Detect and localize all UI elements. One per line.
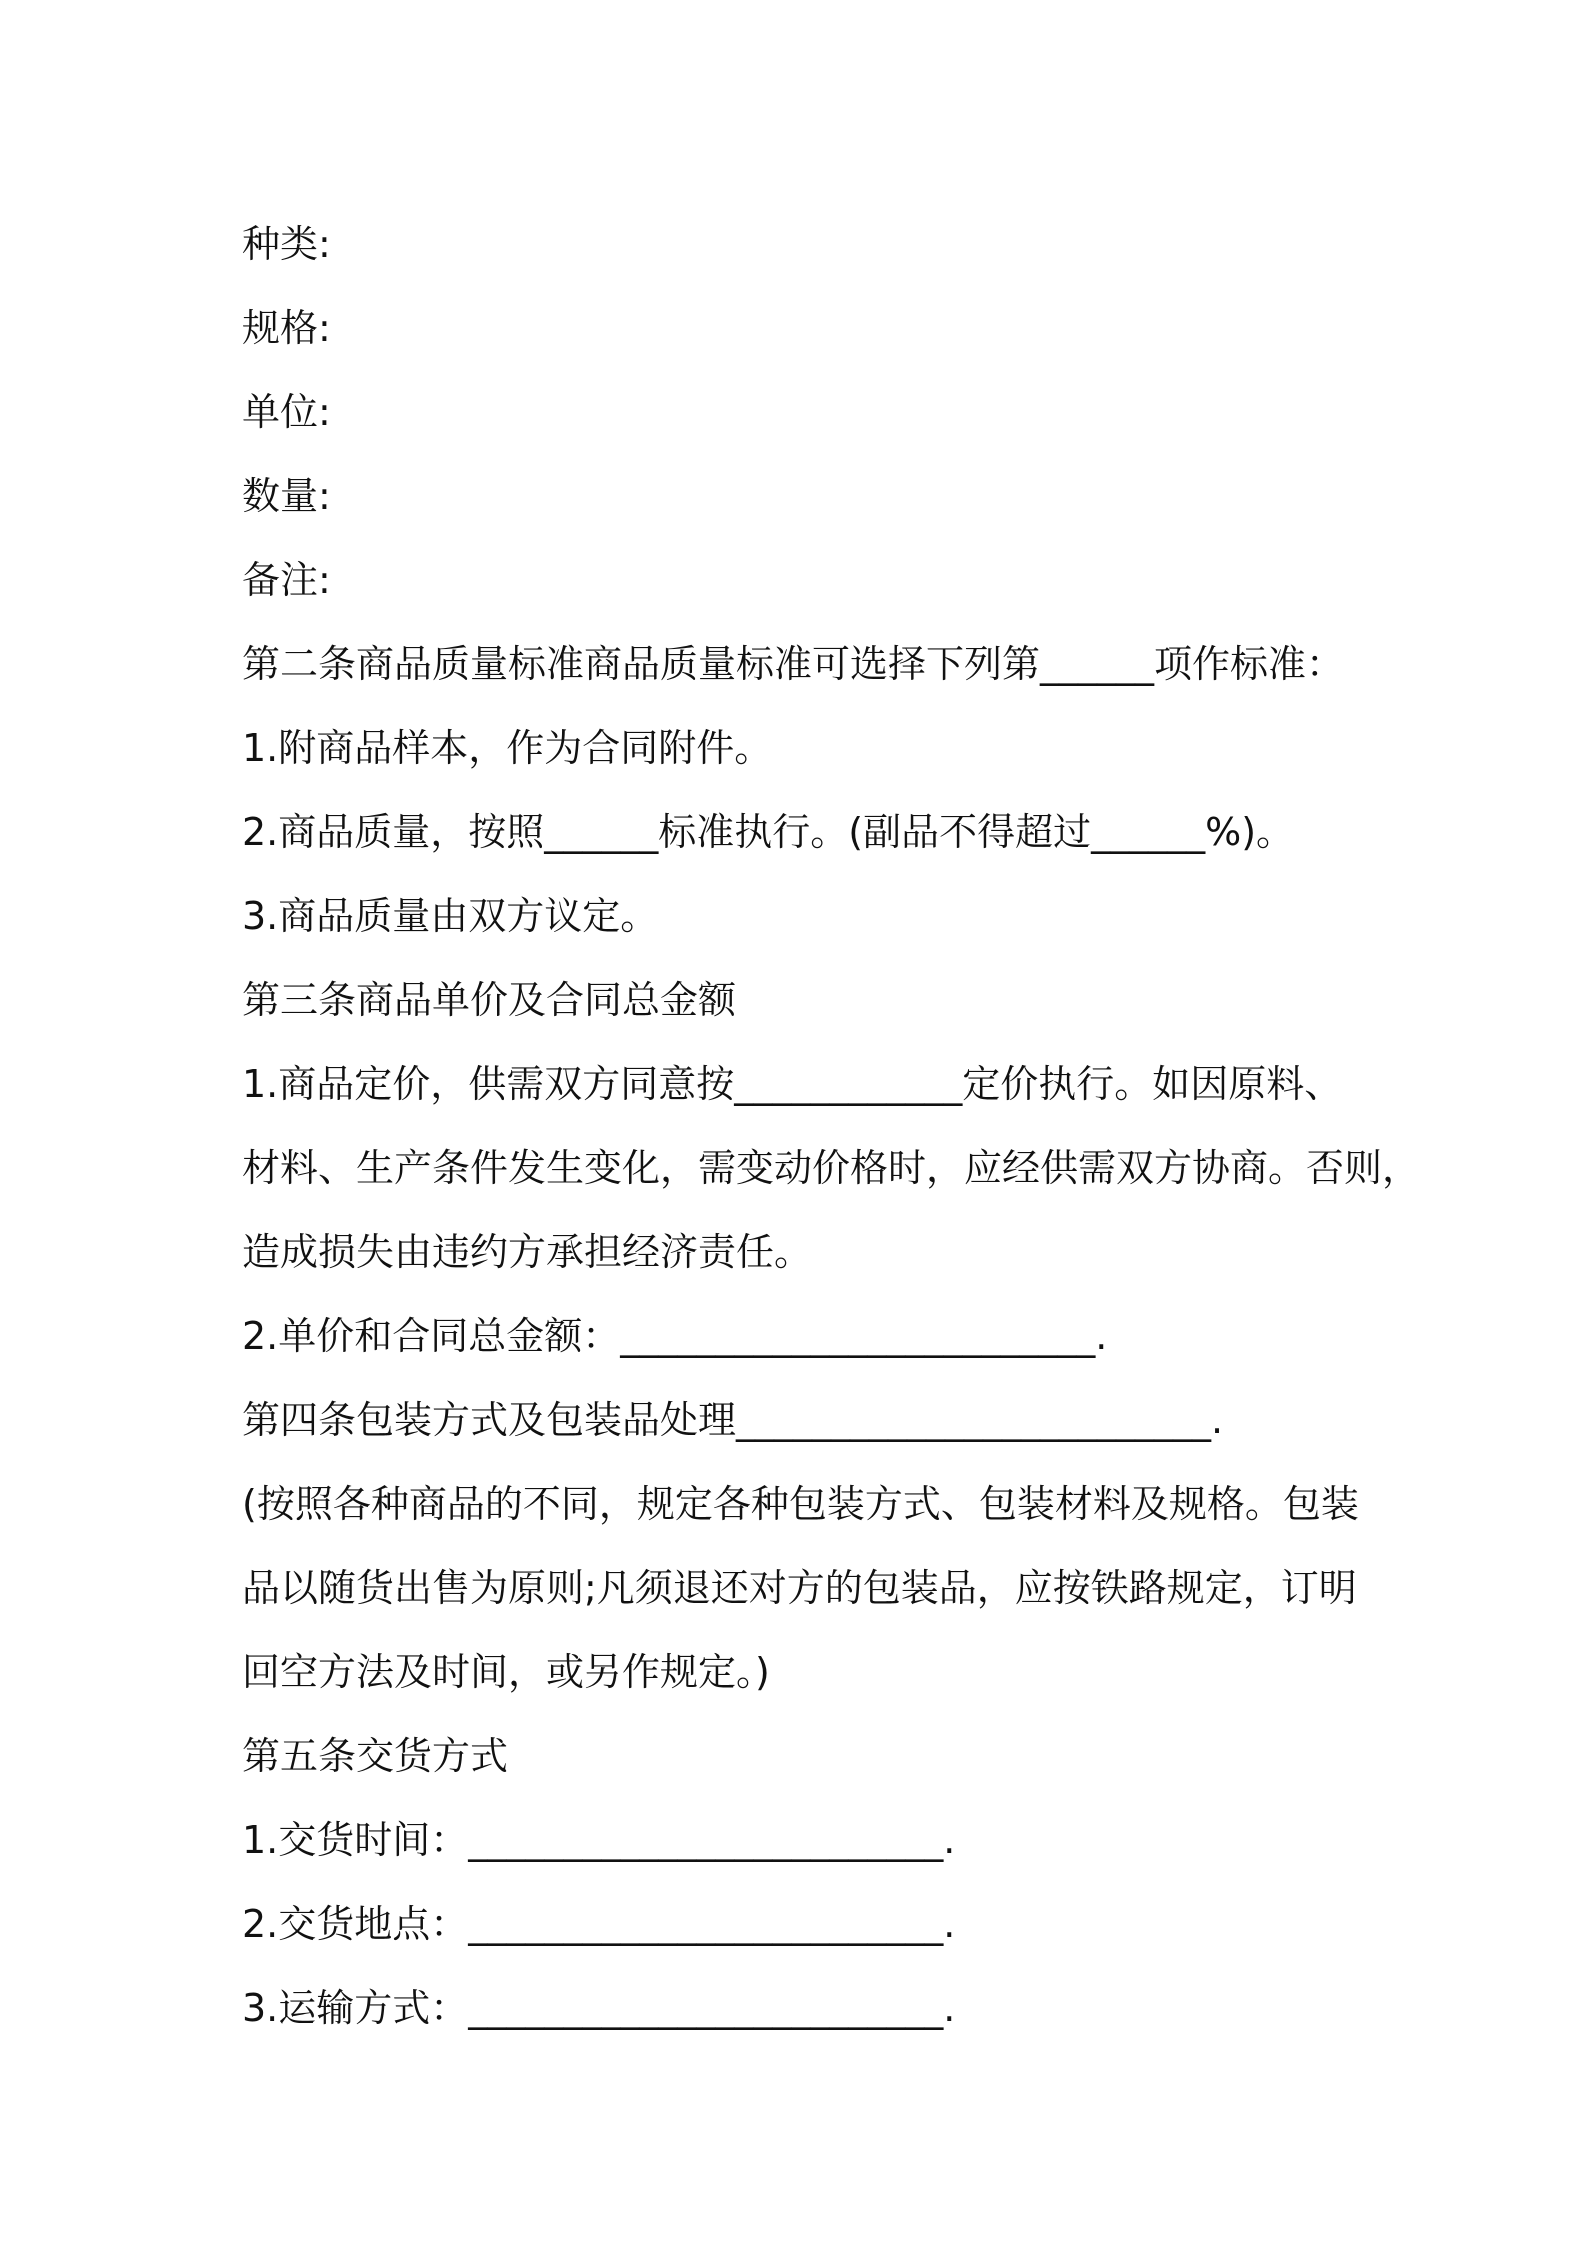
field-unit: 单位: <box>242 390 331 434</box>
article-2-item-1: 1.附商品样本，作为合同附件。 <box>242 726 773 770</box>
field-specification: 规格: <box>242 306 331 350</box>
article-3-item-2: 2.单价和合同总金额：_________________________. <box>242 1314 1108 1358</box>
article-2-heading: 第二条商品质量标准商品质量标准可选择下列第______项作标准： <box>242 642 1345 686</box>
article-2-item-2: 2.商品质量，按照______标准执行。(副品不得超过______%)。 <box>242 810 1295 854</box>
article-2-item-3: 3.商品质量由双方议定。 <box>242 894 659 938</box>
article-3-item-1-line-3: 造成损失由违约方承担经济责任。 <box>242 1230 813 1274</box>
article-4-note-line-2: 品以随货出售为原则;凡须退还对方的包装品，应按铁路规定，订明 <box>242 1566 1357 1610</box>
article-3-heading: 第三条商品单价及合同总金额 <box>242 978 737 1022</box>
article-4-heading: 第四条包装方式及包装品处理_________________________. <box>242 1398 1224 1442</box>
article-5-heading: 第五条交货方式 <box>242 1734 509 1778</box>
document-body <box>242 202 1421 2050</box>
article-5-delivery-time: 1.交货时间：_________________________. <box>242 1818 956 1862</box>
article-3-item-1-line-2: 材料、生产条件发生变化，需变动价格时，应经供需双方协商。否则， <box>242 1146 1421 1190</box>
article-5-delivery-place: 2.交货地点：_________________________. <box>242 1902 956 1946</box>
field-category: 种类: <box>242 222 331 266</box>
article-3-item-1-line-1: 1.商品定价，供需双方同意按____________定价执行。如因原料、 <box>242 1062 1343 1106</box>
article-5-transport-method: 3.运输方式：_________________________. <box>242 1986 956 2030</box>
article-4-note-line-1: (按照各种商品的不同，规定各种包装方式、包装材料及规格。包装 <box>242 1482 1359 1526</box>
article-4-note-line-3: 回空方法及时间，或另作规定。) <box>242 1650 770 1694</box>
field-remarks: 备注: <box>242 558 331 602</box>
field-quantity: 数量: <box>242 474 331 518</box>
